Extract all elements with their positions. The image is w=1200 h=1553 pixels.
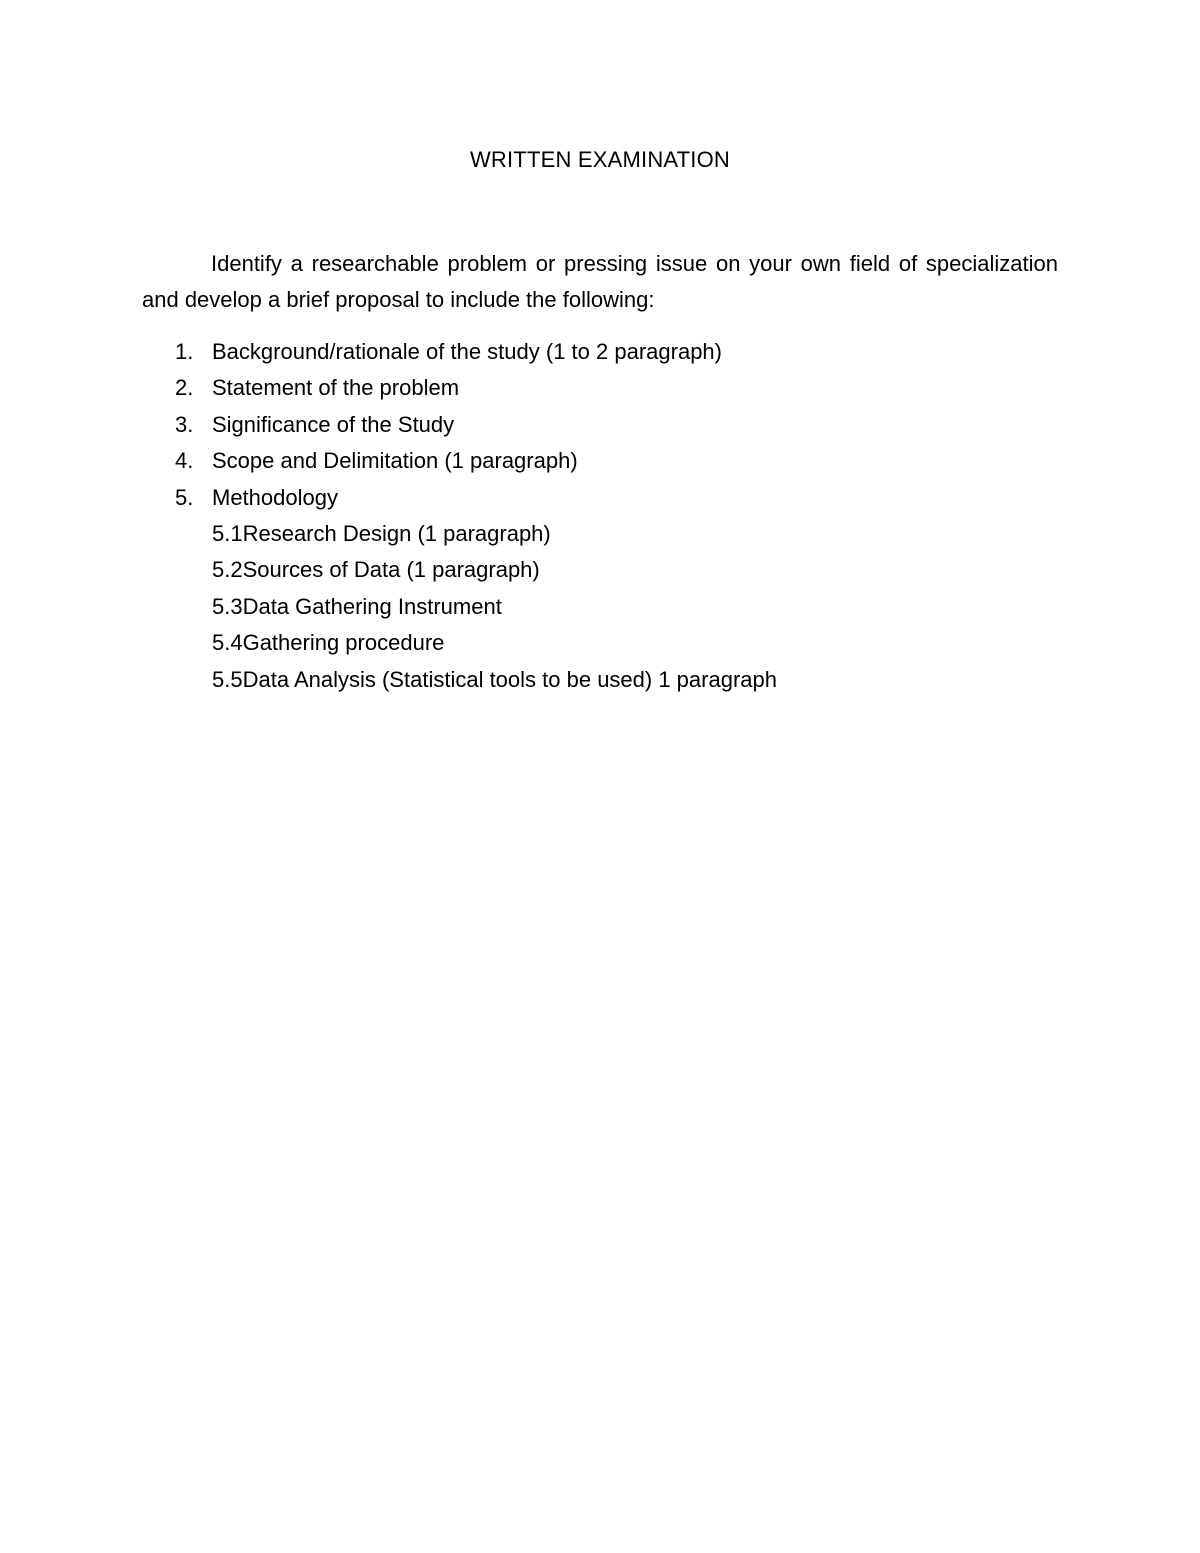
sub-list-item-text: 5.5Data Analysis (Statistical tools to be used) 1 paragraph [212, 666, 777, 692]
list-item-text: Scope and Delimitation (1 paragraph) [212, 448, 578, 474]
list-item [142, 407, 1058, 443]
list-item-number: 5. [175, 484, 194, 510]
sub-list-item [142, 662, 1058, 698]
sub-list-item-text: 5.4Gathering procedure [212, 630, 445, 656]
sub-list-item-text: 5.2Sources of Data (1 paragraph) [212, 557, 540, 583]
list-item [142, 480, 1058, 516]
list-item [142, 334, 1058, 370]
sub-list-item-text: 5.3Data Gathering Instrument [212, 593, 502, 619]
document-title: WRITTEN EXAMINATION [469, 147, 731, 172]
list-item-text: Statement of the problem [212, 375, 460, 401]
list-item-text: Background/rationale of the study (1 to 2 paragraph) [212, 339, 722, 364]
list-item [142, 370, 1058, 406]
sub-list-item [142, 516, 1058, 552]
list-item-number: 3. [175, 411, 194, 437]
requirements-list [142, 334, 1058, 698]
list-item-number: 2. [175, 375, 194, 401]
list-item-number: 1. [175, 339, 194, 364]
instructions-paragraph: Identify a researchable problem or pressing issue on your own field of specialization and develop a brief proposal to include the following: [142, 251, 1058, 312]
list-item-text: Methodology [212, 484, 338, 510]
sub-list-item-text: 5.1Research Design (1 paragraph) [212, 520, 551, 546]
list-item [142, 443, 1058, 479]
sub-list-item [142, 589, 1058, 625]
sub-list-item [142, 552, 1058, 588]
list-item-number: 4. [175, 448, 194, 474]
sub-list-item [142, 625, 1058, 661]
list-item-text: Significance of the Study [212, 411, 455, 437]
